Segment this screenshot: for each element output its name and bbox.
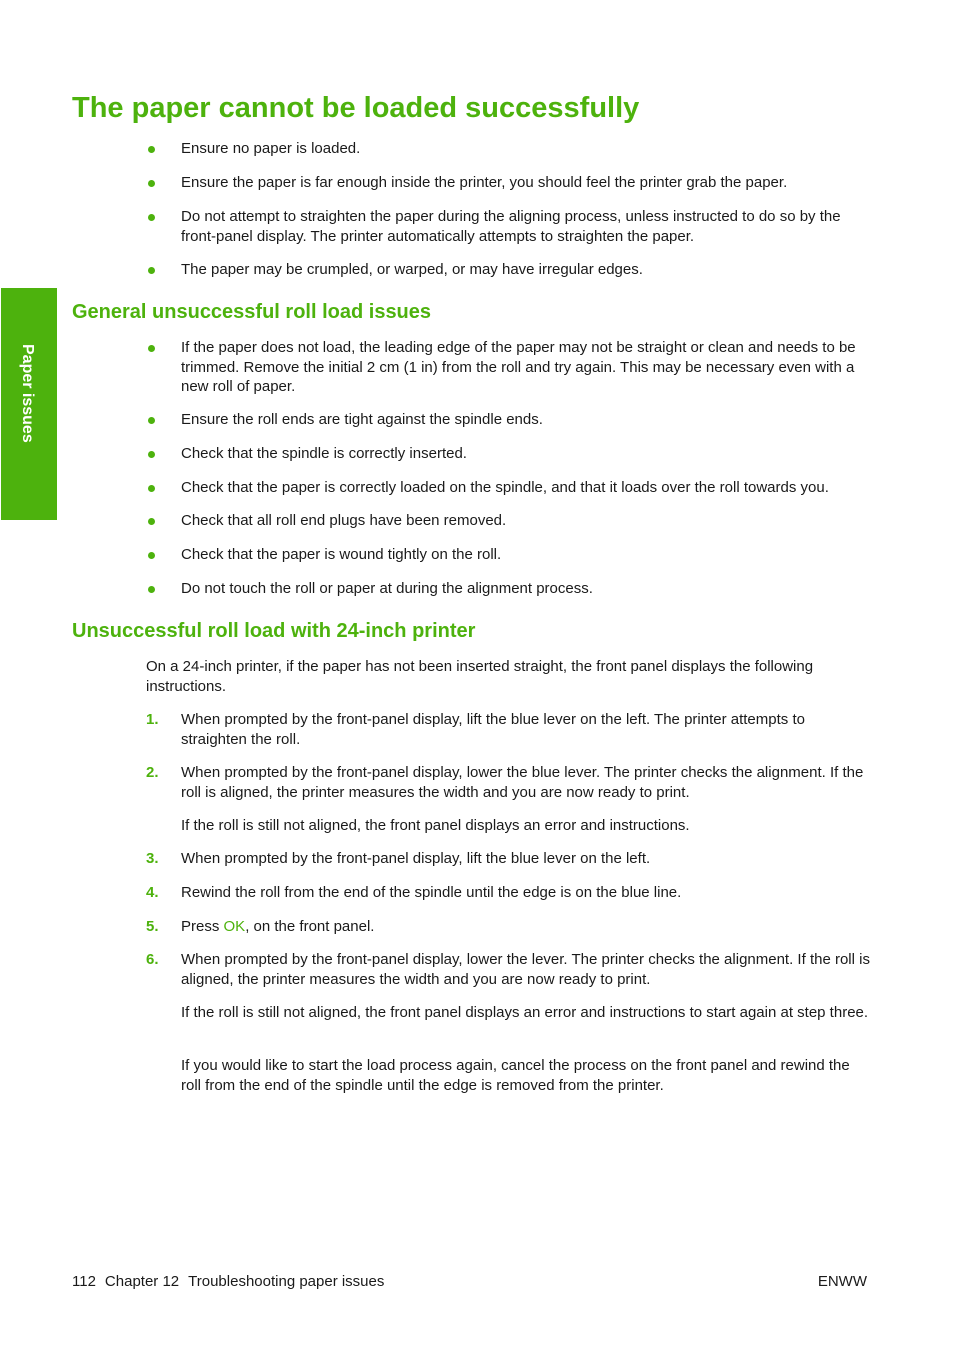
bullet-icon (148, 451, 155, 458)
footer-left (72, 1272, 393, 1292)
step-note: If you would like to start the load process again, cancel the process on the front panel and rewind the roll from the end of the spindle until the edge is removed from the printer. (181, 1057, 850, 1094)
page-number: 112 (72, 1273, 96, 1290)
step-text: When prompted by the front-panel display, lower the blue lever. The printer checks the alignment. If the roll is aligned, the printer measures the width and you are now ready to print. (181, 764, 864, 801)
bullet-icon (148, 417, 155, 424)
bullet-icon (148, 267, 155, 274)
ok-key-label: OK (223, 918, 246, 935)
step-number: 2. (146, 764, 159, 781)
section-intro: On a 24-inch printer, if the paper has not been inserted straight, the front panel displays the following instructions. (146, 658, 814, 695)
bullet-icon (148, 586, 155, 593)
list-item-text: Do not touch the roll or paper at during the alignment process. (181, 580, 593, 597)
bullet-icon (148, 518, 155, 525)
section-heading-general: General unsuccessful roll load issues (72, 301, 432, 323)
step-number: 5. (146, 918, 159, 935)
step-text (181, 917, 871, 937)
bullet-icon (148, 485, 155, 492)
list-item-text: Check that the spindle is correctly inserted. (181, 445, 467, 462)
step-text-before: Press (181, 918, 224, 935)
side-tab-label: Paper issues (19, 344, 36, 443)
step-number: 6. (146, 951, 159, 968)
step-number: 4. (146, 884, 159, 901)
list-item-text: Do not attempt to straighten the paper during the aligning process, unless instructed to do so by the front-panel display. The printer automatically attempts to straighten the paper. (181, 208, 841, 245)
list-item-text: Ensure the roll ends are tight against the spindle ends. (181, 411, 543, 428)
list-item-text: The paper may be crumpled, or warped, or may have irregular edges. (181, 261, 643, 278)
step-text: Rewind the roll from the end of the spindle until the edge is on the blue line. (181, 884, 682, 901)
step-text-after: , on the front panel. (245, 918, 375, 935)
footer-code: ENWW (817, 1273, 867, 1290)
side-tab (1, 288, 57, 520)
step-number: 3. (146, 850, 159, 867)
step-text: When prompted by the front-panel display, lift the blue lever on the left. The printer attempts to straighten the roll. (181, 711, 805, 748)
step-number: 1. (146, 711, 159, 728)
bullet-icon (148, 345, 155, 352)
list-item-text: Check that the paper is wound tightly on the roll. (181, 546, 502, 563)
section-heading-24-inch: Unsuccessful roll load with 24-inch printer (72, 620, 476, 642)
list-item-text: Ensure the paper is far enough inside the printer, you should feel the printer grab the paper. (181, 174, 788, 191)
list-item-text: Check that the paper is correctly loaded on the spindle, and that it loads over the roll towards you. (181, 479, 829, 496)
bullet-icon (148, 214, 155, 221)
step-note: If the roll is still not aligned, the front panel displays an error and instructions to start again at step three. (181, 1004, 869, 1021)
chapter-title: Troubleshooting paper issues (188, 1273, 385, 1290)
bullet-icon (148, 146, 155, 153)
list-item-text: Ensure no paper is loaded. (181, 140, 361, 157)
bullet-icon (148, 180, 155, 187)
page-title: The paper cannot be loaded successfully (72, 92, 640, 124)
chapter-label: Chapter 12 (104, 1273, 180, 1290)
step-text: When prompted by the front-panel display, lift the blue lever on the left. (181, 850, 651, 867)
list-item-text: If the paper does not load, the leading edge of the paper may not be straight or clean and needs to be trimmed. Remove the initial 2 cm (1 in) from the roll and try again. This may be necessary even with a new roll of paper. (181, 339, 856, 395)
step-text: When prompted by the front-panel display, lower the lever. The printer checks the alignment. If the roll is aligned, the printer measures the width and you are now ready to print. (181, 951, 870, 988)
list-item-text: Check that all roll end plugs have been removed. (181, 512, 507, 529)
step-note: If the roll is still not aligned, the front panel displays an error and instructions. (181, 817, 690, 834)
bullet-icon (148, 552, 155, 559)
